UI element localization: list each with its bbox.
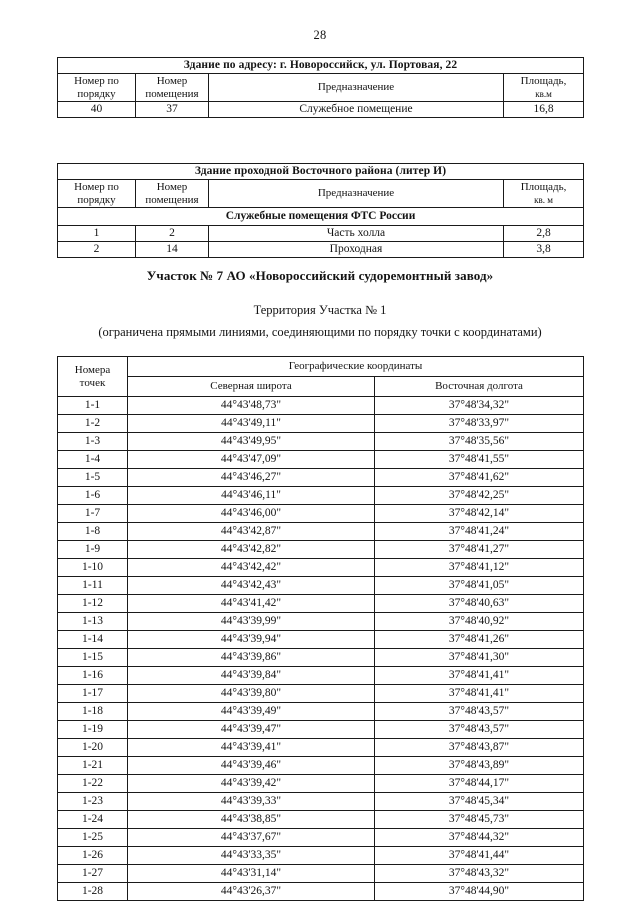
table-row xyxy=(58,241,584,257)
cell-point-number: 1-12 xyxy=(58,595,128,613)
cell-point-number: 1-2 xyxy=(58,415,128,433)
table-row xyxy=(58,649,584,667)
cell-point-number: 1-9 xyxy=(58,541,128,559)
cell-latitude: 44°43'42,87" xyxy=(128,523,375,541)
cell-longitude: 37°48'41,44" xyxy=(375,847,584,865)
cell-longitude: 37°48'42,25" xyxy=(375,487,584,505)
header-line-1: Номера xyxy=(74,364,111,377)
table-row xyxy=(58,613,584,631)
cell-longitude: 37°48'41,41" xyxy=(375,685,584,703)
cell-latitude: 44°43'39,41" xyxy=(128,739,375,757)
cell-point-number: 1-11 xyxy=(58,577,128,595)
cell-longitude: 37°48'41,62" xyxy=(375,469,584,487)
table-row xyxy=(58,775,584,793)
territory-heading: Территория Участка № 1 xyxy=(253,303,387,317)
header-line-2: точек xyxy=(79,376,106,389)
cell-longitude: 37°48'41,30" xyxy=(375,649,584,667)
column-header-geographic-coordinates: Географические координаты xyxy=(128,357,584,377)
cell-latitude: 44°43'39,49" xyxy=(128,703,375,721)
cell-point-number: 1-1 xyxy=(58,397,128,415)
cell-latitude: 44°43'26,37" xyxy=(128,883,375,901)
cell-latitude: 44°43'39,84" xyxy=(128,667,375,685)
cell-latitude: 44°43'42,82" xyxy=(128,541,375,559)
cell-latitude: 44°43'39,99" xyxy=(128,613,375,631)
cell-latitude: 44°43'46,11" xyxy=(128,487,375,505)
cell-point-number: 1-27 xyxy=(58,865,128,883)
cell-latitude: 44°43'47,09" xyxy=(128,451,375,469)
column-header-room-number xyxy=(136,179,209,207)
cell-longitude: 37°48'44,32" xyxy=(375,829,584,847)
cell-latitude: 44°43'39,46" xyxy=(128,757,375,775)
cell-room-number: 37 xyxy=(136,102,209,118)
cell-latitude: 44°43'39,42" xyxy=(128,775,375,793)
column-header-point-numbers xyxy=(58,357,128,397)
table-row xyxy=(58,451,584,469)
cell-point-number: 1-5 xyxy=(58,469,128,487)
cell-purpose: Служебное помещение xyxy=(209,102,504,118)
cell-point-number: 1-16 xyxy=(58,667,128,685)
table-row xyxy=(58,505,584,523)
cell-longitude: 37°48'43,57" xyxy=(375,721,584,739)
cell-point-number: 1-25 xyxy=(58,829,128,847)
table-row xyxy=(58,469,584,487)
cell-longitude: 37°48'41,41" xyxy=(375,667,584,685)
cell-purpose: Часть холла xyxy=(209,226,504,242)
table-row xyxy=(58,739,584,757)
table-row xyxy=(58,541,584,559)
cell-longitude: 37°48'41,27" xyxy=(375,541,584,559)
cell-longitude: 37°48'40,92" xyxy=(375,613,584,631)
table-section-row xyxy=(58,208,584,226)
cell-point-number: 1-23 xyxy=(58,793,128,811)
table-row xyxy=(58,721,584,739)
cell-point-number: 1-8 xyxy=(58,523,128,541)
cell-longitude: 37°48'45,34" xyxy=(375,793,584,811)
header-line-2: порядку xyxy=(77,87,116,100)
cell-point-number: 1-3 xyxy=(58,433,128,451)
cell-room-number: 2 xyxy=(136,226,209,242)
cell-area: 2,8 xyxy=(504,226,584,242)
cell-point-number: 1-6 xyxy=(58,487,128,505)
column-header-north-latitude: Северная широта xyxy=(128,377,375,397)
table-header-row xyxy=(58,73,584,101)
cell-longitude: 37°48'41,12" xyxy=(375,559,584,577)
cell-longitude: 37°48'40,63" xyxy=(375,595,584,613)
cell-latitude: 44°43'49,95" xyxy=(128,433,375,451)
cell-point-number: 1-15 xyxy=(58,649,128,667)
table-subheader-row xyxy=(58,377,584,397)
table-row xyxy=(58,226,584,242)
cell-latitude: 44°43'49,11" xyxy=(128,415,375,433)
header-line-2: порядку xyxy=(77,193,116,206)
cell-latitude: 44°43'33,35" xyxy=(128,847,375,865)
table-row xyxy=(58,667,584,685)
table-row xyxy=(58,757,584,775)
header-line-1: Площадь, xyxy=(520,74,567,87)
cell-point-number: 1-13 xyxy=(58,613,128,631)
cell-latitude: 44°43'48,73" xyxy=(128,397,375,415)
cell-longitude: 37°48'33,97" xyxy=(375,415,584,433)
cell-point-number: 1-19 xyxy=(58,721,128,739)
table-row xyxy=(58,811,584,829)
cell-point-number: 1-10 xyxy=(58,559,128,577)
cell-longitude: 37°48'35,56" xyxy=(375,433,584,451)
table-row xyxy=(58,415,584,433)
cell-area: 3,8 xyxy=(504,241,584,257)
table-title: Здание проходной Восточного района (литер И) xyxy=(58,164,584,180)
cell-longitude: 37°48'43,89" xyxy=(375,757,584,775)
header-line-1: Номер xyxy=(156,74,188,87)
cell-room-number: 14 xyxy=(136,241,209,257)
column-header-purpose: Предназначение xyxy=(209,179,504,207)
cell-latitude: 44°43'46,00" xyxy=(128,505,375,523)
cell-longitude: 37°48'34,32" xyxy=(375,397,584,415)
cell-purpose: Проходная xyxy=(209,241,504,257)
cell-latitude: 44°43'39,47" xyxy=(128,721,375,739)
table-title: Здание по адресу: г. Новороссийск, ул. Портовая, 22 xyxy=(58,58,584,74)
table-row xyxy=(58,847,584,865)
table-rooms-prohodnaya xyxy=(57,163,584,258)
table-row xyxy=(58,595,584,613)
cell-longitude: 37°48'45,73" xyxy=(375,811,584,829)
cell-point-number: 1-18 xyxy=(58,703,128,721)
table-row xyxy=(58,793,584,811)
cell-latitude: 44°43'39,33" xyxy=(128,793,375,811)
table-header-row xyxy=(58,179,584,207)
table-row xyxy=(58,433,584,451)
table-row xyxy=(58,703,584,721)
cell-longitude: 37°48'44,90" xyxy=(375,883,584,901)
column-header-purpose: Предназначение xyxy=(209,73,504,101)
uchastok-heading: Участок № 7 АО «Новороссийский судоремонтный завод» xyxy=(146,268,494,283)
cell-latitude: 44°43'39,86" xyxy=(128,649,375,667)
cell-latitude: 44°43'41,42" xyxy=(128,595,375,613)
page-number: 28 xyxy=(313,28,327,42)
table-row xyxy=(58,577,584,595)
column-header-order-number xyxy=(58,179,136,207)
cell-latitude: 44°43'42,43" xyxy=(128,577,375,595)
cell-point-number: 1-20 xyxy=(58,739,128,757)
table-row xyxy=(58,883,584,901)
column-header-east-longitude: Восточная долгота xyxy=(375,377,584,397)
table-title-row xyxy=(58,58,584,74)
header-line-2: кв.м xyxy=(535,88,552,99)
table-row xyxy=(58,559,584,577)
column-header-area xyxy=(504,179,584,207)
column-header-order-number xyxy=(58,73,136,101)
cell-order-number: 2 xyxy=(58,241,136,257)
cell-longitude: 37°48'43,87" xyxy=(375,739,584,757)
cell-longitude: 37°48'41,55" xyxy=(375,451,584,469)
header-line-2: помещения xyxy=(145,87,199,100)
table-coordinates xyxy=(57,356,584,901)
cell-longitude: 37°48'43,57" xyxy=(375,703,584,721)
table-row xyxy=(58,631,584,649)
cell-latitude: 44°43'31,14" xyxy=(128,865,375,883)
cell-longitude: 37°48'41,26" xyxy=(375,631,584,649)
cell-longitude: 37°48'41,24" xyxy=(375,523,584,541)
header-line-2: кв. м xyxy=(534,194,553,205)
table-row xyxy=(58,397,584,415)
table-title-row xyxy=(58,164,584,180)
header-line-2: помещения xyxy=(145,193,199,206)
cell-point-number: 1-14 xyxy=(58,631,128,649)
cell-longitude: 37°48'41,05" xyxy=(375,577,584,595)
cell-order-number: 1 xyxy=(58,226,136,242)
cell-longitude: 37°48'42,14" xyxy=(375,505,584,523)
cell-point-number: 1-28 xyxy=(58,883,128,901)
header-line-1: Номер xyxy=(156,180,188,193)
cell-area: 16,8 xyxy=(504,102,584,118)
territory-note: (ограничена прямыми линиями, соединяющими по порядку точки с координатами) xyxy=(98,325,542,339)
header-line-1: Номер по xyxy=(74,74,119,87)
section-title: Служебные помещения ФТС России xyxy=(58,208,584,226)
cell-point-number: 1-24 xyxy=(58,811,128,829)
cell-latitude: 44°43'38,85" xyxy=(128,811,375,829)
cell-point-number: 1-26 xyxy=(58,847,128,865)
header-line-1: Номер по xyxy=(74,180,119,193)
cell-point-number: 1-4 xyxy=(58,451,128,469)
cell-latitude: 44°43'42,42" xyxy=(128,559,375,577)
table-rooms-portovaya xyxy=(57,57,584,118)
cell-point-number: 1-22 xyxy=(58,775,128,793)
table-row xyxy=(58,102,584,118)
cell-order-number: 40 xyxy=(58,102,136,118)
cell-latitude: 44°43'37,67" xyxy=(128,829,375,847)
table-row xyxy=(58,487,584,505)
table-row xyxy=(58,523,584,541)
cell-point-number: 1-17 xyxy=(58,685,128,703)
table-row xyxy=(58,829,584,847)
table-header-row xyxy=(58,357,584,377)
column-header-area xyxy=(504,73,584,101)
table-row xyxy=(58,865,584,883)
cell-latitude: 44°43'46,27" xyxy=(128,469,375,487)
cell-point-number: 1-21 xyxy=(58,757,128,775)
cell-latitude: 44°43'39,80" xyxy=(128,685,375,703)
column-header-room-number xyxy=(136,73,209,101)
cell-latitude: 44°43'39,94" xyxy=(128,631,375,649)
table-row xyxy=(58,685,584,703)
cell-longitude: 37°48'44,17" xyxy=(375,775,584,793)
cell-point-number: 1-7 xyxy=(58,505,128,523)
cell-longitude: 37°48'43,32" xyxy=(375,865,584,883)
header-line-1: Площадь, xyxy=(520,180,567,193)
